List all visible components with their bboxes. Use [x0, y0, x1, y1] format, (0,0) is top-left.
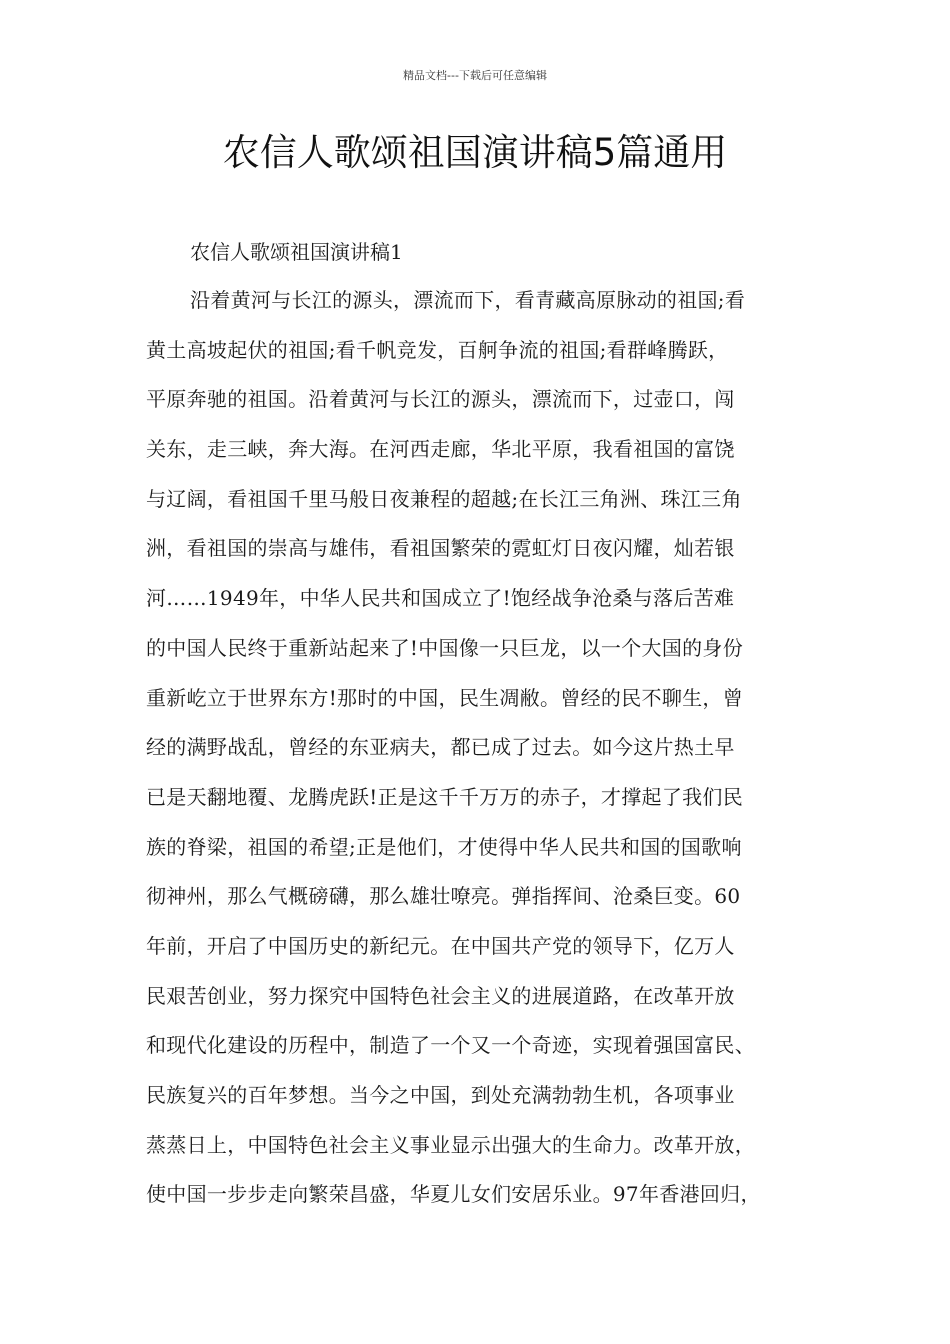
body-line: 已是天翻地覆、龙腾虎跃!正是这千千万万的赤子，才撑起了我们民: [146, 784, 744, 809]
body-line: 洲，看祖国的崇高与雄伟，看祖国繁荣的霓虹灯日夜闪耀，灿若银: [146, 536, 735, 561]
section-heading: 农信人歌颂祖国演讲稿1: [190, 240, 403, 264]
body-line: 的中国人民终于重新站起来了!中国像一只巨龙，以一个大国的身份: [146, 635, 744, 660]
body-line: 关东，走三峡，奔大海。在河西走廊，华北平原，我看祖国的富饶: [146, 437, 735, 462]
body-line: 年前，开启了中国历史的新纪元。在中国共产党的领导下，亿万人: [146, 933, 735, 958]
body-line: 黄土高坡起伏的祖国;看千帆竞发，百舸争流的祖国;看群峰腾跃，: [146, 337, 729, 362]
body-line: 重新屹立于世界东方!那时的中国，民生凋敝。曾经的民不聊生，曾: [146, 685, 744, 710]
body-line: 与辽阔，看祖国千里马般日夜兼程的超越;在长江三角洲、珠江三角: [146, 486, 742, 511]
body-line: 沿着黄河与长江的源头，漂流而下，看青藏高原脉动的祖国;看: [190, 288, 746, 312]
body-line: 彻神州，那么气概磅礴，那么雄壮嘹亮。弹指挥间、沧桑巨变。60: [146, 884, 741, 909]
body-line: 使中国一步步走向繁荣昌盛，华夏儿女们安居乐业。97年香港回归，: [146, 1182, 761, 1207]
page-header-watermark: 精品文档---下载后可任意编辑: [403, 69, 547, 82]
body-line: 经的满野战乱，曾经的东亚病夫，都已成了过去。如今这片热土早: [146, 735, 735, 760]
body-line: 蒸蒸日上，中国特色社会主义事业显示出强大的生命力。改革开放，: [146, 1132, 755, 1157]
body-line: 河……1949年，中华人民共和国成立了!饱经战争沧桑与落后苦难: [146, 586, 735, 611]
body-paragraph: [146, 284, 814, 1228]
body-line: 和现代化建设的历程中，制造了一个又一个奇迹，实现着强国富民、: [146, 1033, 755, 1058]
body-line: 族的脊梁，祖国的希望;正是他们，才使得中华人民共和国的国歌响: [146, 834, 742, 859]
body-line: 民艰苦创业，努力探究中国特色社会主义的进展道路，在改革开放: [146, 983, 735, 1008]
document-title: 农信人歌颂祖国演讲稿5篇通用: [222, 131, 728, 174]
body-line: 平原奔驰的祖国。沿着黄河与长江的源头，漂流而下，过壶口，闯: [146, 387, 735, 412]
body-line: 民族复兴的百年梦想。当今之中国，到处充满勃勃生机，各项事业: [146, 1083, 735, 1107]
